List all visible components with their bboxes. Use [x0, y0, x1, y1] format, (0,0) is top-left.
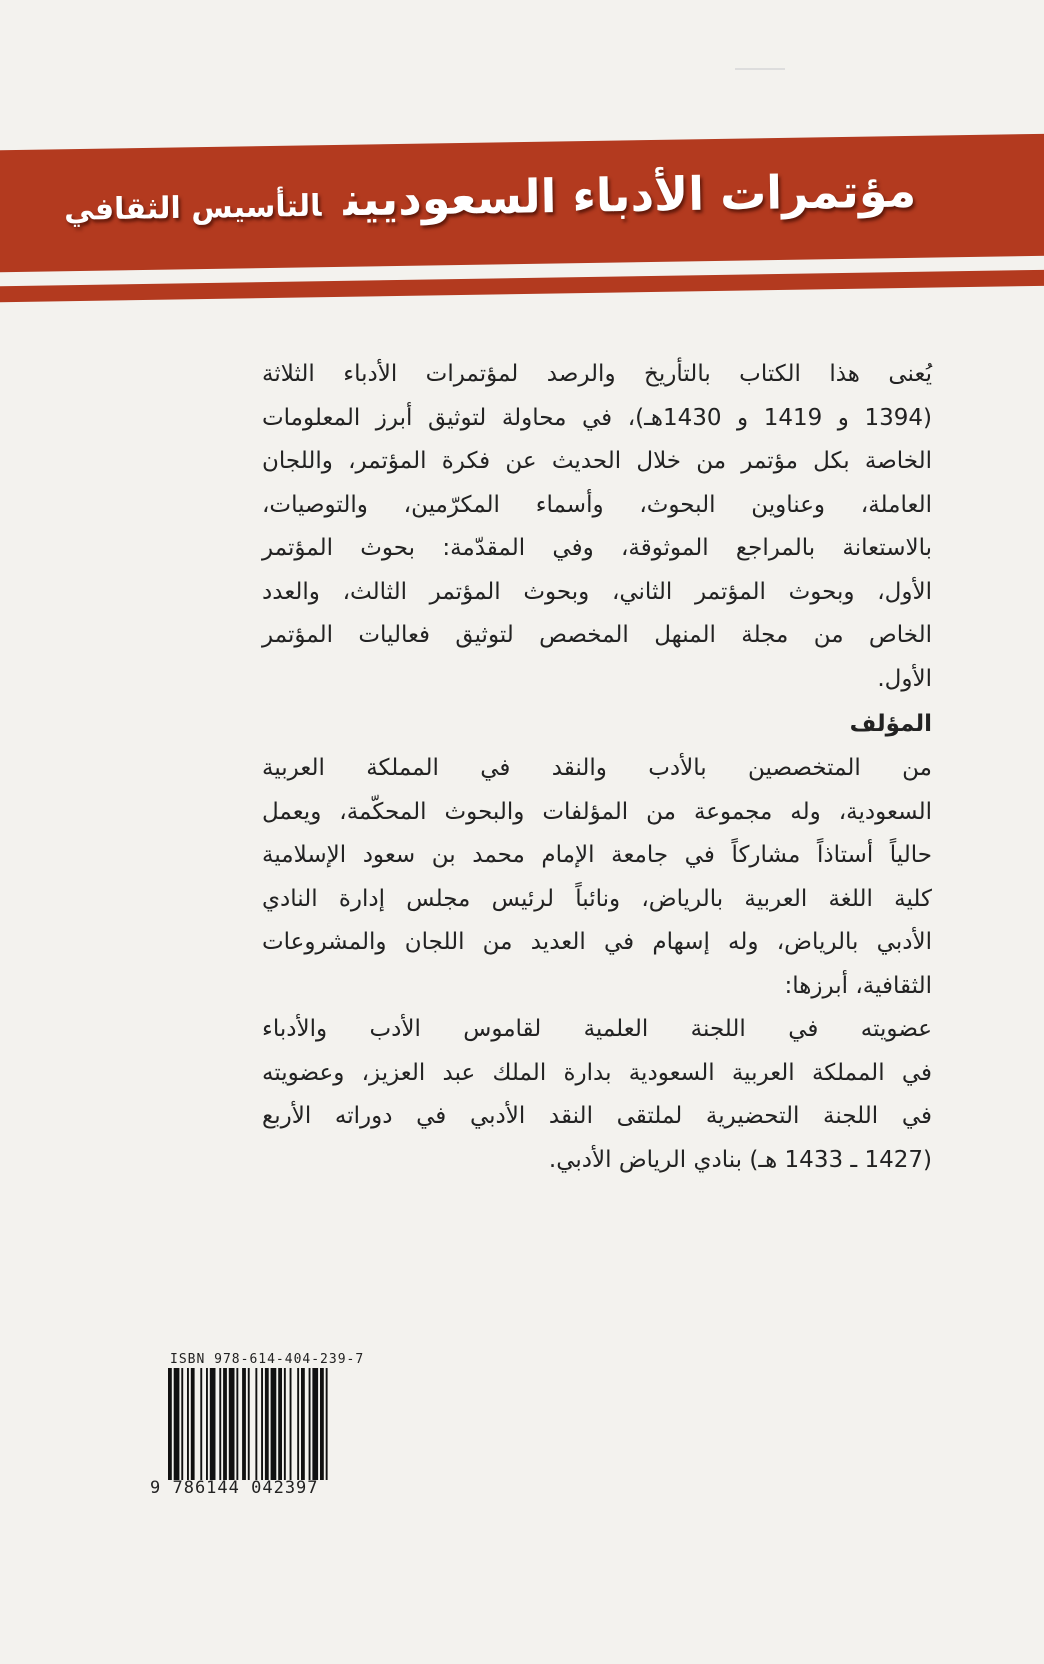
barcode — [168, 1368, 378, 1480]
barcode-bar — [181, 1368, 183, 1480]
description-line: يُعنى هذا الكتاب بالتأريخ والرصد لمؤتمرات الأدباء الثلاثة — [262, 361, 932, 387]
barcode-bar — [200, 1368, 202, 1480]
barcode-bar — [278, 1368, 282, 1480]
membership-line: في المملكة العربية السعودية بدارة الملك عبد العزيز، وعضويته — [262, 1059, 932, 1086]
membership-line: في اللجنة التحضيرية لملتقى النقد الأدبي في دوراته الأربع — [262, 1103, 932, 1129]
barcode-bar — [248, 1368, 250, 1480]
membership-line: (1427 ـ 1433 هـ) بنادي الرياض الأدبي. — [548, 1146, 932, 1173]
barcode-bar — [309, 1368, 311, 1480]
barcode-bar — [265, 1368, 269, 1480]
barcode-bar — [229, 1368, 235, 1480]
book-title: مؤتمرات الأدباء السعوديين — [342, 163, 917, 227]
bio-line: الأدبي بالرياض، وله إسهام في العديد من اللجان والمشروعات — [262, 929, 932, 955]
description-line: الأول. — [877, 665, 932, 692]
barcode-bar — [174, 1368, 180, 1480]
barcode-bar — [271, 1368, 277, 1480]
description-line: العاملة، وعناوين البحوث، وأسماء المكرّمين، والتوصيات، — [262, 491, 932, 518]
description-line: الأول، وبحوث المؤتمر الثاني، وبحوث المؤتمر الثالث، والعدد — [262, 578, 932, 605]
barcode-bar — [187, 1368, 189, 1480]
bio-line: السعودية، وله مجموعة من المؤلفات والبحوث المحكّمة، ويعمل — [262, 798, 932, 825]
barcode-bar — [255, 1368, 257, 1480]
book-subtitle: التأسيس الثقافي — [63, 188, 322, 228]
bio-line: الثقافية، أبرزها: — [784, 972, 932, 999]
barcode-bar — [223, 1368, 227, 1480]
barcode-bar — [219, 1368, 221, 1480]
bio-line: كلية اللغة العربية بالرياض، ونائباً لرئيس مجلس إدارة النادي — [262, 885, 932, 912]
bio-line: من المتخصصين بالأدب والنقد في المملكة العربية — [262, 755, 932, 781]
membership-line: عضويته في اللجنة العلمية لقاموس الأدب والأدباء — [262, 1016, 932, 1042]
description-line: (1394 و 1419 و 1430هـ)، في محاولة لتوثيق أبرز المعلومات — [262, 404, 932, 431]
barcode-digits: 9 786144 042397 — [150, 1478, 319, 1498]
description — [262, 353, 932, 1182]
barcode-bar — [242, 1368, 246, 1480]
barcode-bar — [301, 1368, 305, 1480]
description-line: الخاص من مجلة المنهل المخصص لتوثيق فعاليات المؤتمر — [262, 622, 932, 648]
decorative-mark — [735, 68, 785, 70]
barcode-bar — [290, 1368, 292, 1480]
barcode-bar — [261, 1368, 263, 1480]
title-band-stripe — [0, 269, 1044, 302]
barcode-bar — [191, 1368, 195, 1480]
bio-line: حالياً أستاذاً مشاركاً في جامعة الإمام محمد بن سعود الإسلامية — [262, 842, 932, 868]
description-line: بالاستعانة بالمراجع الموثوقة، وفي المقدّمة: بحوث المؤتمر — [262, 535, 932, 561]
barcode-bar — [320, 1368, 324, 1480]
barcode-bar — [236, 1368, 238, 1480]
barcode-bar — [312, 1368, 318, 1480]
description-line: الخاصة بكل مؤتمر من خلال الحديث عن فكرة المؤتمر، واللجان — [262, 448, 932, 474]
barcode-bar — [206, 1368, 208, 1480]
isbn-label: ISBN 978-614-404-239-7 — [170, 1352, 365, 1367]
barcode-bar — [210, 1368, 216, 1480]
barcode-bar — [297, 1368, 299, 1480]
barcode-bar — [284, 1368, 286, 1480]
barcode-bar — [168, 1368, 172, 1480]
barcode-bar — [326, 1368, 328, 1480]
author-heading: المؤلف — [849, 711, 932, 737]
